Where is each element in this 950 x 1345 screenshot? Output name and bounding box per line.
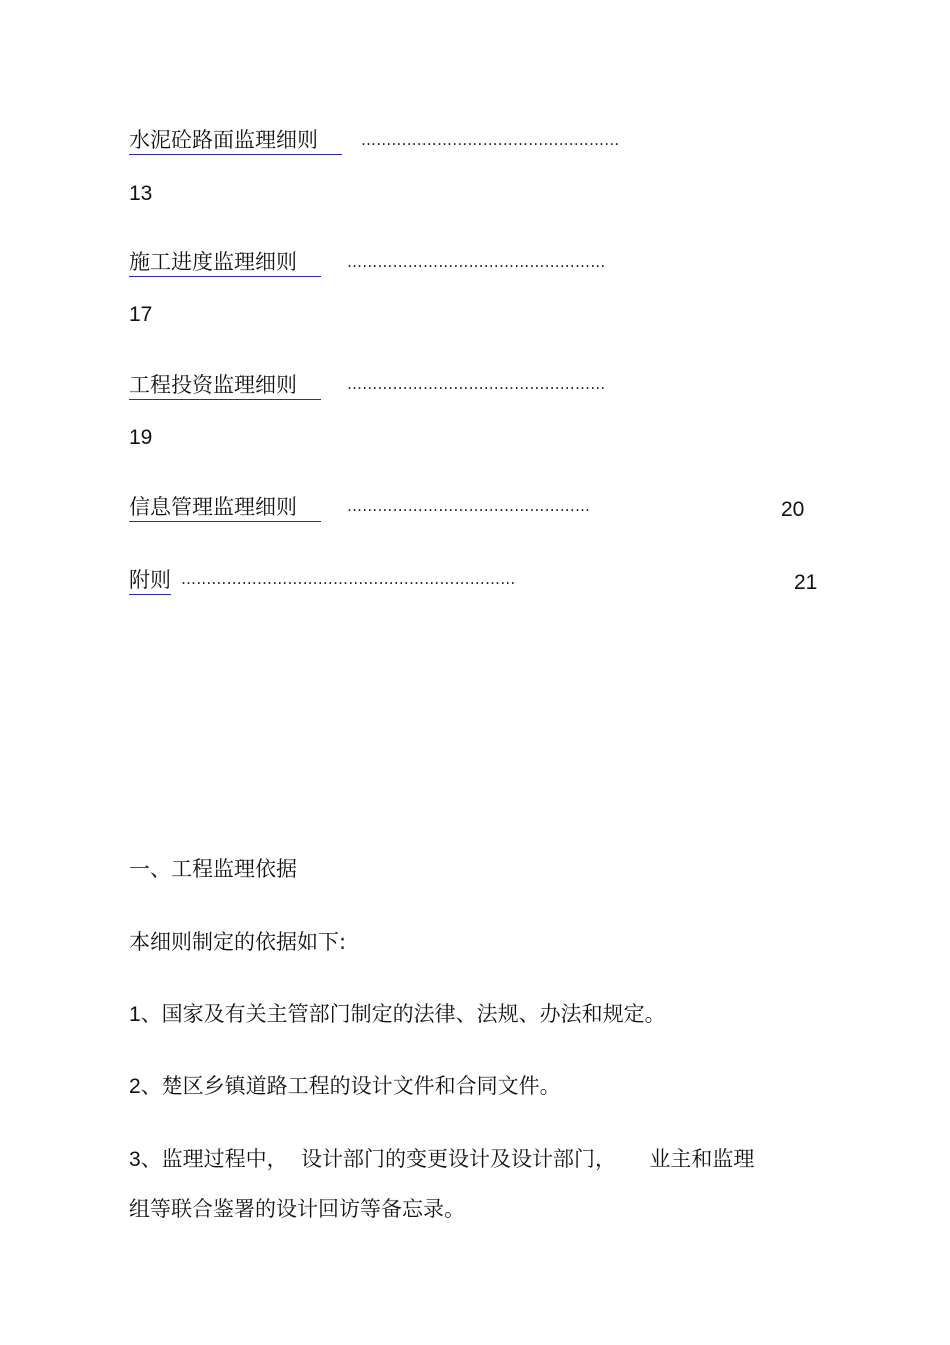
toc-link-schedule[interactable]: 施工进度监理细则 [129,252,321,277]
toc-link-investment[interactable]: 工程投资监理细则 [129,375,321,400]
toc-link-information[interactable]: 信息管理监理细则 [129,497,321,522]
toc-link-appendix[interactable]: 附则 [129,570,171,595]
basis-item-text: 、楚区乡镇道路工程的设计文件和合同文件。 [140,1074,561,1098]
toc-leader-dots: …………………………………………… [347,255,606,270]
section-intro: 本细则制定的依据如下: [129,930,347,954]
basis-item-text: 、国家及有关主管部门制定的法律、法规、办法和规定。 [140,1002,666,1026]
toc-leader-dots: ………………………………………… [347,499,591,514]
basis-item [129,1004,666,1025]
basis-item-continuation: 组等联合鉴署的设计回访等备忘录。 [129,1197,465,1221]
toc-leader-dots: …………………………………………… [347,377,606,392]
toc-page-number: 21 [794,571,818,594]
basis-item-text: 、监理过程中， 设计部门的变更设计及设计部门， 业主和监理 [140,1147,755,1171]
toc-page-number: 20 [781,498,805,521]
toc-page-number: 17 [129,303,153,326]
toc-leader-dots: …………………………………………… [361,133,620,148]
toc-page-number: 13 [129,182,153,205]
basis-item-number: 2 [129,1075,141,1098]
section-heading: 一、工程监理依据 [129,857,297,881]
basis-item [129,1076,561,1097]
basis-item [129,1149,754,1170]
basis-item-number: 3 [129,1148,141,1171]
toc-leader-dots: ………………………………………………………… [181,572,516,587]
toc-link-cement-pavement[interactable]: 水泥砼路面监理细则 [129,130,342,155]
basis-item-number: 1 [129,1003,141,1026]
toc-page-number: 19 [129,426,153,449]
